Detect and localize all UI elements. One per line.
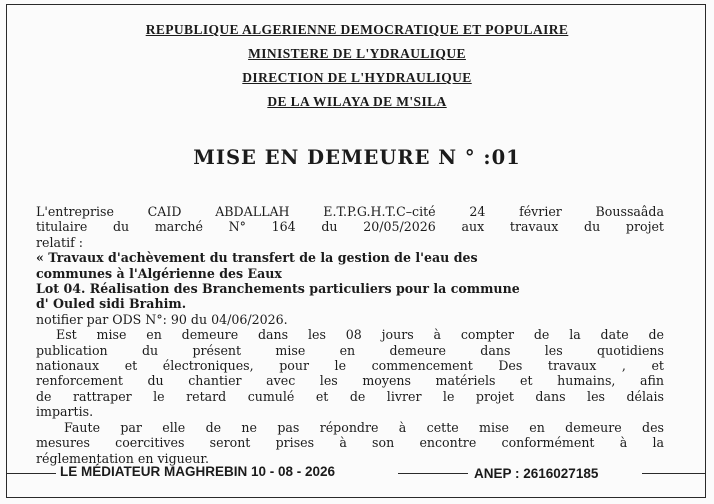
lot-line: d' Ouled sidi Brahim. [36,296,187,312]
body-line: Est mise en demeure dans les 08 jours à compter de la date de [56,327,664,343]
footer-rule-right [642,473,706,474]
notice-title: MISE EN DEMEURE N ° :01 [193,146,521,169]
body-line: nationaux et électroniques, pour le commencement Des travaux , et [36,358,664,374]
republic-heading: REPUBLIQUE ALGERIENNE DEMOCRATIQUE ET POPULAIRE [145,22,569,37]
body-line: titulaire du marché N° 164 du 20/05/2026 aux travaux du projet [36,219,664,235]
publication-footer [6,462,706,484]
body-line: publication du présent mise en demeure dans les quotidiens [36,342,664,358]
publication-credit: LE MÉDIATEUR MAGHREBIN 10 - 08 - 2026 [60,464,336,479]
body-line: mesures coercitives seront prises à son encontre conformément à la [36,435,664,451]
body-line: relatif : [36,234,84,250]
notice-body [36,204,664,466]
body-line: Faute par elle de ne pas répondre à cette mise en demeure des [64,419,664,435]
body-line: réglementation en vigueur. [36,450,209,466]
body-line: L'entreprise CAID ABDALLAH E.T.P.G.H.T.C–cité 24 février Boussaâda [36,204,664,219]
wilaya-heading: DE LA WILAYA DE M'SILA [267,94,447,109]
body-line: impartis. [36,404,94,420]
direction-heading: DIRECTION DE L'HYDRAULIQUE [242,70,472,85]
footer-rule-middle [398,473,468,474]
project-title-line: communes à l'Algérienne des Eaux [36,265,282,281]
footer-rule-left [6,473,56,474]
project-title-line: « Travaux d'achèvement du transfert de la gestion de l'eau des [36,250,478,266]
lot-line: Lot 04. Réalisation des Branchements particuliers pour la commune [36,281,520,297]
ods-line: notifier par ODS N°: 90 du 04/06/2026. [36,311,288,327]
body-line: de rattraper le retard cumulé et de livrer le projet dans les délais [36,388,664,404]
anep-number: ANEP : 2616027185 [474,466,599,481]
ministry-heading: MINISTERE DE L'YDRAULIQUE [248,46,466,61]
body-line: renforcement du chantier avec les moyens matériels et humains, afin [36,373,664,389]
